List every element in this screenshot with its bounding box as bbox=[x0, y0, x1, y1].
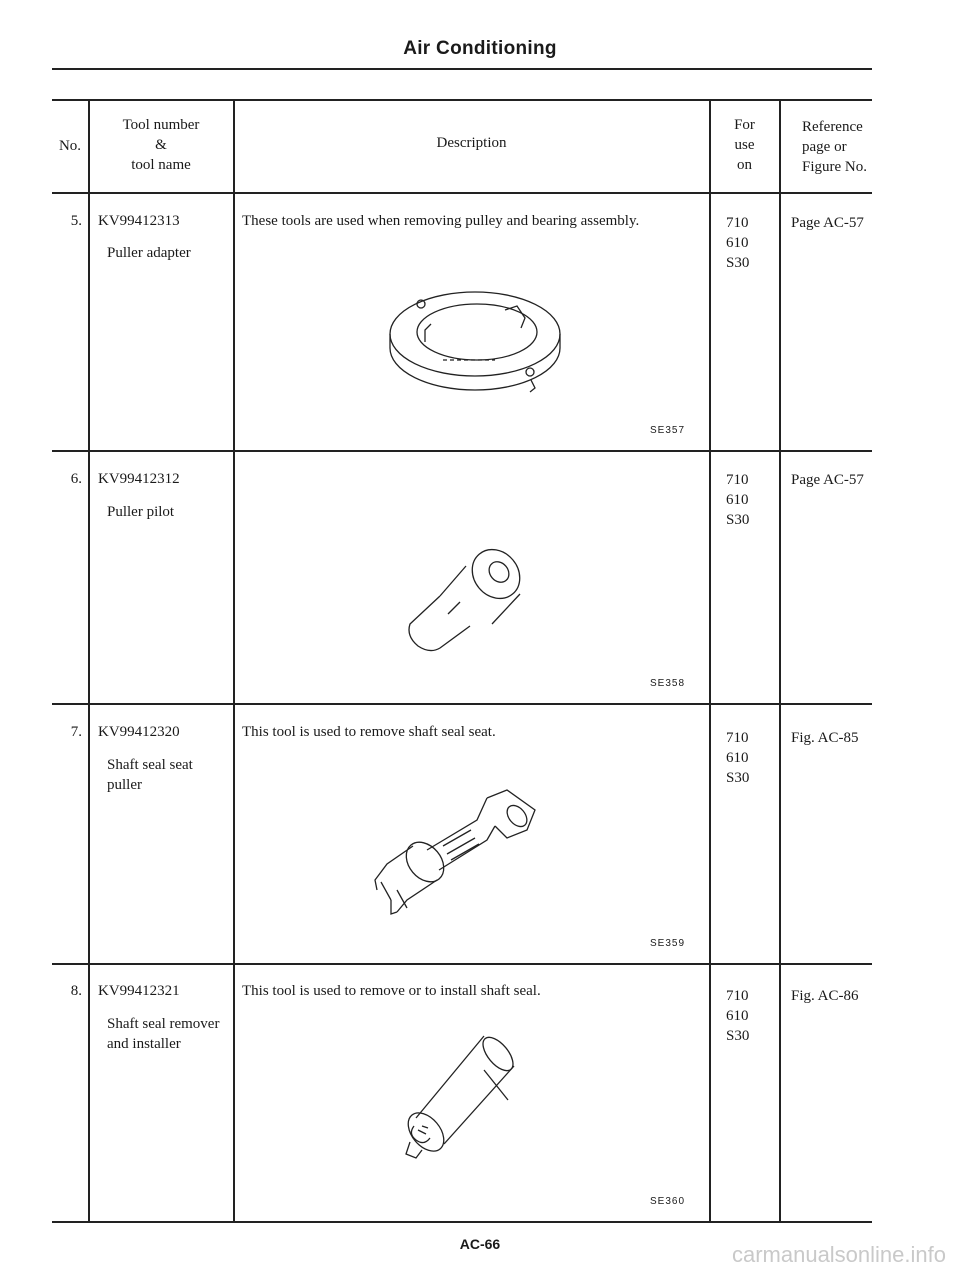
row-6-use-1: 710 bbox=[726, 472, 749, 488]
header-for-line3: on bbox=[737, 157, 752, 173]
row-8-description: This tool is used to remove or to install shaft seal. bbox=[242, 983, 541, 999]
row-divider-7-8 bbox=[52, 963, 872, 965]
row-7-no: 7. bbox=[70, 724, 82, 740]
row-8-use-2: 610 bbox=[726, 1008, 749, 1024]
row-7-tool-name bbox=[107, 755, 193, 795]
header-ref-line1: Reference bbox=[802, 119, 863, 135]
row-5-use-1: 710 bbox=[726, 215, 749, 231]
table-bottom-rule bbox=[52, 1221, 872, 1223]
header-no bbox=[52, 136, 88, 156]
row-7-use-1: 710 bbox=[726, 730, 749, 746]
header-reference bbox=[780, 117, 872, 177]
row-7-tool-number: KV99412320 bbox=[98, 724, 180, 740]
watermark: carmanualsonline.info bbox=[731, 1242, 946, 1267]
pilot-cylinder-illustration bbox=[400, 540, 530, 670]
seal-remover-illustration bbox=[388, 1030, 528, 1170]
header-for-line2: use bbox=[734, 137, 755, 153]
row-6-use-3: S30 bbox=[726, 512, 750, 528]
row-8-figure-code: SE360 bbox=[650, 1196, 686, 1207]
row-7-tool-name-line2: puller bbox=[107, 777, 142, 793]
row-5-use-3: S30 bbox=[726, 255, 750, 271]
row-8-use-3: S30 bbox=[726, 1028, 750, 1044]
row-7-tool-name-line1: Shaft seal seat bbox=[107, 757, 193, 773]
col-divider-no bbox=[88, 99, 90, 1222]
row-divider-6-7 bbox=[52, 703, 872, 705]
row-6-use-2: 610 bbox=[726, 492, 749, 508]
header-for-line1: For bbox=[734, 117, 755, 133]
header-description bbox=[234, 133, 709, 153]
row-7-description: This tool is used to remove shaft seal seat. bbox=[242, 724, 496, 740]
col-divider-tool bbox=[233, 99, 235, 1222]
col-divider-use bbox=[779, 99, 781, 1222]
row-6-no: 6. bbox=[70, 471, 82, 487]
header-tool-line2: & bbox=[155, 137, 167, 153]
ring-adapter-illustration bbox=[385, 282, 565, 402]
header-for-use-on bbox=[710, 115, 779, 175]
row-7-use-2: 610 bbox=[726, 750, 749, 766]
header-description-text: Description bbox=[436, 135, 507, 151]
row-6-figure-code: SE358 bbox=[650, 678, 686, 689]
header-tool-line1: Tool number bbox=[122, 117, 200, 133]
row-7-use-on bbox=[726, 728, 749, 788]
row-8-tool-number: KV99412321 bbox=[98, 983, 180, 999]
table-top-rule bbox=[52, 99, 872, 101]
header-ref-line3: Figure No. bbox=[802, 159, 867, 175]
row-5-use-on bbox=[726, 213, 749, 273]
header-tool-line3: tool name bbox=[131, 157, 191, 173]
row-5-reference: Page AC-57 bbox=[791, 215, 864, 231]
header-ref-line2: page or bbox=[802, 139, 847, 155]
row-6-reference: Page AC-57 bbox=[791, 472, 864, 488]
row-8-tool-name-line1: Shaft seal remover bbox=[107, 1016, 220, 1032]
page-title: Air Conditioning bbox=[403, 38, 557, 59]
row-7-figure-code: SE359 bbox=[650, 938, 686, 949]
seat-puller-illustration bbox=[367, 790, 547, 930]
col-divider-desc bbox=[709, 99, 711, 1222]
row-8-no: 8. bbox=[70, 983, 82, 999]
row-6-tool-number: KV99412312 bbox=[98, 471, 180, 487]
row-divider-5-6 bbox=[52, 450, 872, 452]
row-5-tool-name: Puller adapter bbox=[107, 245, 191, 261]
row-7-reference: Fig. AC-85 bbox=[791, 730, 859, 746]
row-6-use-on bbox=[726, 470, 749, 530]
row-5-use-2: 610 bbox=[726, 235, 749, 251]
row-5-figure-code: SE357 bbox=[650, 425, 686, 436]
header-bottom-rule bbox=[52, 192, 872, 194]
row-7-use-3: S30 bbox=[726, 770, 750, 786]
row-8-tool-name-line2: and installer bbox=[107, 1036, 181, 1052]
row-8-use-1: 710 bbox=[726, 988, 749, 1004]
title-rule bbox=[52, 68, 872, 70]
row-8-tool-name bbox=[107, 1014, 219, 1054]
page-number: AC-66 bbox=[459, 1236, 501, 1252]
header-tool bbox=[89, 115, 233, 175]
row-5-description: These tools are used when removing pulley and bearing assembly. bbox=[242, 213, 640, 229]
row-8-reference: Fig. AC-86 bbox=[791, 988, 859, 1004]
row-6-tool-name: Puller pilot bbox=[107, 504, 175, 520]
row-8-use-on bbox=[726, 986, 749, 1046]
row-5-no: 5. bbox=[70, 213, 82, 229]
header-no-text: No. bbox=[58, 138, 82, 154]
row-5-tool-number: KV99412313 bbox=[98, 213, 180, 229]
